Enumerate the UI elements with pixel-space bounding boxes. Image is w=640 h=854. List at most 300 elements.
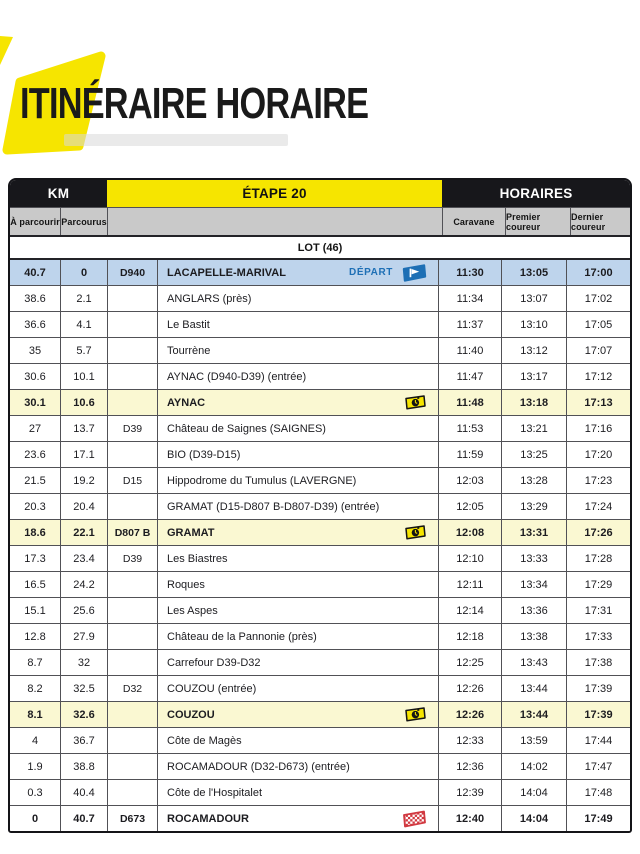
cell-location-text: Les Aspes (167, 604, 218, 617)
cell-road-text: D673 (119, 812, 146, 825)
cell-time-premier-coureur (501, 312, 566, 337)
cell-time-caravane (438, 260, 501, 285)
cell-time-dernier-coureur-text: 17:39 (584, 682, 613, 695)
cell-time-caravane (438, 624, 501, 649)
cell-time-premier-coureur (501, 780, 566, 805)
cell-time-premier-coureur (501, 364, 566, 389)
cell-km-to-go-text: 30.1 (24, 396, 46, 409)
cell-km-to-go (10, 338, 60, 363)
cell-time-premier-coureur (501, 546, 566, 571)
cell-km-done-text: 19.2 (73, 474, 95, 487)
cell-location (157, 650, 438, 675)
cell-time-dernier-coureur-text: 17:38 (584, 656, 613, 669)
cell-time-dernier-coureur-text: 17:23 (584, 474, 613, 487)
cell-location (157, 468, 438, 493)
cell-location-text: Côte de l'Hospitalet (167, 786, 263, 799)
cell-time-premier-coureur (501, 494, 566, 519)
cell-km-done (60, 312, 107, 337)
cell-time-dernier-coureur (566, 286, 630, 311)
cell-km-done (60, 416, 107, 441)
cell-time-dernier-coureur-text: 17:44 (584, 734, 613, 747)
cell-time-caravane (438, 286, 501, 311)
cell-time-premier-coureur-text: 13:38 (520, 630, 548, 643)
cell-time-dernier-coureur (566, 312, 630, 337)
cell-time-caravane (438, 546, 501, 571)
cell-location (157, 442, 438, 467)
cell-time-caravane-text: 12:10 (456, 552, 484, 565)
cell-location (157, 572, 438, 597)
cell-time-premier-coureur (501, 806, 566, 831)
cell-location-text: COUZOU (entrée) (167, 682, 257, 695)
cell-time-premier-coureur (501, 754, 566, 779)
cell-time-dernier-coureur-text: 17:20 (584, 448, 613, 461)
table-row (10, 805, 630, 831)
cell-km-to-go (10, 806, 60, 831)
table-row (10, 285, 630, 311)
cell-location-text: Carrefour D39-D32 (167, 656, 261, 669)
cell-time-premier-coureur (501, 572, 566, 597)
cell-location-text: ROCAMADOUR (D32-D673) (entrée) (167, 760, 350, 773)
table-row (10, 753, 630, 779)
cell-km-to-go-text: 35 (28, 344, 42, 357)
cell-road-text: D32 (122, 682, 143, 695)
cell-km-to-go (10, 364, 60, 389)
cell-location-text: GRAMAT (167, 526, 215, 539)
cell-km-to-go-text: 27 (28, 422, 42, 435)
table-row (10, 701, 630, 727)
cell-time-caravane (438, 312, 501, 337)
table-row (10, 545, 630, 571)
cell-road (107, 572, 157, 597)
cell-km-to-go-text: 23.6 (24, 448, 46, 461)
cell-time-premier-coureur (501, 624, 566, 649)
cell-time-premier-coureur-text: 13:29 (520, 500, 548, 513)
cell-road (107, 728, 157, 753)
cell-time-premier-coureur (501, 598, 566, 623)
cell-time-premier-coureur-text: 13:25 (520, 448, 548, 461)
subheader-dernier-coureur: Dernier coureur (570, 208, 632, 235)
cell-km-to-go-text: 18.6 (24, 526, 46, 539)
cell-km-to-go-text: 20.3 (24, 500, 46, 513)
cell-time-premier-coureur (501, 286, 566, 311)
cell-time-caravane-text: 12:05 (456, 500, 484, 513)
table-row (10, 415, 630, 441)
cell-location (157, 806, 438, 831)
cell-km-to-go (10, 520, 60, 545)
cell-km-to-go (10, 728, 60, 753)
cell-km-done-text: 4.1 (76, 318, 92, 331)
cell-time-caravane-text: 12:08 (455, 526, 485, 539)
cell-time-caravane-text: 12:25 (456, 656, 484, 669)
page-title: ITINÉRAIRE HORAIRE (20, 79, 369, 128)
cell-road-text: D39 (122, 422, 143, 435)
cell-location (157, 364, 438, 389)
cell-time-dernier-coureur-text: 17:47 (584, 760, 613, 773)
cell-time-caravane-text: 12:26 (455, 708, 485, 721)
cell-km-to-go (10, 598, 60, 623)
cell-km-done (60, 598, 107, 623)
cell-time-caravane-text: 11:37 (456, 318, 484, 331)
cell-km-to-go (10, 702, 60, 727)
cell-time-premier-coureur-text: 13:44 (519, 708, 549, 721)
cell-location (157, 754, 438, 779)
cell-km-to-go (10, 468, 60, 493)
cell-km-done-text: 27.9 (73, 630, 95, 643)
cell-km-to-go (10, 780, 60, 805)
cell-km-to-go (10, 494, 60, 519)
cell-time-caravane (438, 676, 501, 701)
cell-km-to-go (10, 286, 60, 311)
masthead (0, 0, 640, 178)
cell-road-text: D807 B (114, 526, 151, 539)
cell-km-done-text: 32.5 (73, 682, 95, 695)
cell-km-done (60, 494, 107, 519)
cell-km-done-text: 20.4 (73, 500, 95, 513)
cell-time-dernier-coureur (566, 676, 630, 701)
cell-time-premier-coureur (501, 468, 566, 493)
cell-time-caravane (438, 572, 501, 597)
cell-location (157, 494, 438, 519)
cell-road (107, 650, 157, 675)
cell-road (107, 676, 157, 701)
cell-km-done (60, 520, 107, 545)
finish-flag-icon (401, 810, 428, 828)
cell-time-premier-coureur-text: 13:10 (520, 318, 548, 331)
cell-road-text: D39 (122, 552, 143, 565)
cell-location-text: AYNAC (D940-D39) (entrée) (167, 370, 307, 383)
cell-km-done (60, 780, 107, 805)
time-check-flag-icon (403, 706, 428, 723)
cell-time-dernier-coureur-text: 17:48 (584, 786, 613, 799)
table-row (10, 623, 630, 649)
cell-location-text: COUZOU (167, 708, 215, 721)
cell-time-dernier-coureur-text: 17:05 (584, 318, 613, 331)
time-check-flag-icon (403, 394, 428, 411)
cell-km-to-go (10, 390, 60, 415)
cell-km-done (60, 754, 107, 779)
cell-road (107, 468, 157, 493)
cell-time-premier-coureur (501, 442, 566, 467)
cell-time-dernier-coureur-text: 17:12 (584, 370, 613, 383)
cell-road (107, 416, 157, 441)
cell-time-premier-coureur-text: 13:12 (520, 344, 548, 357)
cell-time-dernier-coureur (566, 546, 630, 571)
cell-time-caravane (438, 780, 501, 805)
table-row (10, 571, 630, 597)
cell-location-text: Les Biastres (167, 552, 228, 565)
cell-time-dernier-coureur (566, 624, 630, 649)
table-row (10, 311, 630, 337)
subheader-premier-coureur: Premier coureur (505, 208, 570, 235)
cell-time-caravane-text: 12:39 (456, 786, 484, 799)
cell-km-done (60, 338, 107, 363)
depart-flag-icon (401, 264, 428, 282)
cell-time-dernier-coureur-text: 17:07 (584, 344, 613, 357)
cell-time-caravane-text: 12:26 (456, 682, 484, 695)
cell-km-to-go-text: 0.3 (27, 786, 43, 799)
cell-time-dernier-coureur (566, 754, 630, 779)
cell-road (107, 702, 157, 727)
cell-km-done-text: 22.1 (73, 526, 95, 539)
cell-time-caravane (438, 520, 501, 545)
table-row (10, 441, 630, 467)
timetable (8, 178, 632, 833)
cell-km-done (60, 806, 107, 831)
cell-km-to-go (10, 572, 60, 597)
cell-time-premier-coureur-text: 13:07 (520, 292, 548, 305)
cell-location (157, 676, 438, 701)
cell-time-premier-coureur-text: 13:33 (520, 552, 548, 565)
cell-km-to-go-text: 15.1 (24, 604, 46, 617)
cell-time-caravane (438, 442, 501, 467)
cell-km-done (60, 650, 107, 675)
cell-time-dernier-coureur (566, 364, 630, 389)
table-row (10, 727, 630, 753)
cell-time-caravane (438, 650, 501, 675)
cell-km-to-go (10, 676, 60, 701)
table-row (10, 467, 630, 493)
cell-km-to-go-text: 17.3 (24, 552, 46, 565)
table-header-row (10, 180, 630, 207)
cell-time-caravane-text: 12:11 (456, 578, 484, 591)
cell-time-caravane (438, 806, 501, 831)
table-row (10, 363, 630, 389)
cell-km-to-go-text: 4 (31, 734, 39, 747)
table-row (10, 260, 630, 285)
region-label: LOT (46) (297, 241, 343, 254)
cell-time-premier-coureur (501, 728, 566, 753)
cell-time-caravane-text: 11:30 (456, 266, 484, 279)
cell-time-premier-coureur-text: 13:18 (519, 396, 549, 409)
cell-km-to-go (10, 416, 60, 441)
cell-km-to-go-text: 1.9 (27, 760, 43, 773)
table-row (10, 337, 630, 363)
cell-time-premier-coureur (501, 520, 566, 545)
cell-road (107, 780, 157, 805)
cell-location-text: BIO (D39-D15) (167, 448, 241, 461)
cell-km-to-go (10, 624, 60, 649)
cell-road (107, 806, 157, 831)
cell-location (157, 286, 438, 311)
cell-km-to-go (10, 442, 60, 467)
table-row (10, 597, 630, 623)
cell-time-caravane (438, 728, 501, 753)
cell-time-dernier-coureur (566, 520, 630, 545)
cell-time-premier-coureur-text: 13:44 (520, 682, 548, 695)
cell-km-done-text: 17.1 (73, 448, 95, 461)
cell-km-done (60, 260, 107, 285)
cell-km-done-text: 36.7 (73, 734, 95, 747)
cell-time-dernier-coureur (566, 494, 630, 519)
cell-time-dernier-coureur-text: 17:13 (584, 396, 613, 409)
cell-time-caravane (438, 416, 501, 441)
cell-time-premier-coureur-text: 13:21 (520, 422, 548, 435)
cell-road (107, 286, 157, 311)
cell-time-dernier-coureur-text: 17:28 (584, 552, 613, 565)
cell-km-done-text: 40.4 (73, 786, 95, 799)
cell-location (157, 780, 438, 805)
subheader-spacer (107, 208, 442, 235)
cell-location-text: Château de Saignes (SAIGNES) (167, 422, 326, 435)
cell-km-to-go (10, 312, 60, 337)
cell-km-done (60, 572, 107, 597)
cell-location (157, 338, 438, 363)
cell-km-done-text: 32.6 (73, 708, 95, 721)
cell-location-text: Côte de Magès (167, 734, 242, 747)
subheader-km-done: Parcourus (60, 208, 107, 235)
table-row (10, 493, 630, 519)
cell-time-caravane-text: 11:34 (456, 292, 484, 305)
cell-time-caravane (438, 598, 501, 623)
cell-location-text: AYNAC (167, 396, 206, 409)
cell-km-to-go-text: 0 (31, 812, 39, 825)
cell-km-done (60, 390, 107, 415)
cell-road (107, 364, 157, 389)
cell-location-text: Château de la Pannonie (près) (167, 630, 317, 643)
cell-location (157, 624, 438, 649)
cell-time-caravane-text: 12:40 (455, 812, 485, 825)
cell-road (107, 260, 157, 285)
cell-time-dernier-coureur (566, 806, 630, 831)
cell-time-premier-coureur (501, 416, 566, 441)
cell-km-done-text: 25.6 (73, 604, 95, 617)
cell-time-dernier-coureur-text: 17:33 (584, 630, 613, 643)
cell-location-text: ROCAMADOUR (167, 812, 249, 825)
cell-km-to-go-text: 40.7 (24, 266, 46, 279)
cell-km-to-go (10, 260, 60, 285)
cell-time-dernier-coureur (566, 572, 630, 597)
cell-time-caravane (438, 702, 501, 727)
cell-km-to-go (10, 754, 60, 779)
cell-road (107, 754, 157, 779)
cell-time-dernier-coureur (566, 390, 630, 415)
cell-time-premier-coureur-text: 13:59 (520, 734, 548, 747)
cell-km-done (60, 728, 107, 753)
cell-time-premier-coureur (501, 390, 566, 415)
cell-km-to-go-text: 30.6 (24, 370, 46, 383)
cell-road (107, 338, 157, 363)
cell-km-done (60, 624, 107, 649)
faded-subtitle-strip (64, 134, 288, 146)
cell-km-to-go-text: 8.7 (27, 656, 43, 669)
cell-km-to-go-text: 36.6 (24, 318, 46, 331)
cell-time-caravane-text: 11:59 (456, 448, 484, 461)
cell-km-done-text: 0 (80, 266, 88, 279)
cell-location (157, 390, 438, 415)
cell-road (107, 390, 157, 415)
cell-location-text: ANGLARS (près) (167, 292, 252, 305)
cell-time-caravane (438, 754, 501, 779)
cell-location-text: GRAMAT (D15-D807 B-D807-D39) (entrée) (167, 500, 380, 513)
cell-time-dernier-coureur-text: 17:39 (584, 708, 613, 721)
time-check-flag-icon (403, 524, 428, 541)
cell-km-to-go (10, 546, 60, 571)
cell-location-text: LACAPELLE-MARIVAL (167, 266, 286, 279)
cell-time-caravane-text: 12:18 (456, 630, 484, 643)
cell-road-text: D15 (122, 474, 143, 487)
cell-km-to-go (10, 650, 60, 675)
cell-time-dernier-coureur-text: 17:02 (584, 292, 613, 305)
cell-location (157, 546, 438, 571)
region-row (10, 235, 630, 260)
cell-km-done-text: 5.7 (76, 344, 92, 357)
cell-time-caravane-text: 11:47 (456, 370, 484, 383)
cell-km-done-text: 24.2 (73, 578, 95, 591)
cell-time-premier-coureur-text: 14:02 (520, 760, 548, 773)
cell-time-premier-coureur-text: 14:04 (519, 812, 549, 825)
cell-time-caravane (438, 338, 501, 363)
cell-time-dernier-coureur (566, 338, 630, 363)
cell-time-premier-coureur-text: 13:31 (519, 526, 549, 539)
cell-location (157, 728, 438, 753)
table-row (10, 675, 630, 701)
table-row (10, 779, 630, 805)
cell-location (157, 598, 438, 623)
cell-km-done-text: 38.8 (73, 760, 95, 773)
cell-km-to-go-text: 12.8 (24, 630, 46, 643)
table-row (10, 649, 630, 675)
cell-time-dernier-coureur (566, 650, 630, 675)
cell-time-premier-coureur-text: 13:34 (520, 578, 548, 591)
cell-location (157, 312, 438, 337)
cell-km-done-text: 23.4 (73, 552, 95, 565)
cell-km-to-go-text: 21.5 (24, 474, 46, 487)
depart-label: DÉPART (349, 267, 393, 278)
cell-road (107, 624, 157, 649)
cell-time-caravane (438, 390, 501, 415)
cell-road (107, 546, 157, 571)
cell-km-done (60, 676, 107, 701)
cell-time-caravane-text: 11:53 (456, 422, 484, 435)
cell-time-dernier-coureur-text: 17:24 (584, 500, 613, 513)
cell-location-text: Roques (167, 578, 205, 591)
cell-time-dernier-coureur (566, 468, 630, 493)
cell-time-premier-coureur-text: 13:17 (520, 370, 548, 383)
cell-time-caravane (438, 468, 501, 493)
header-etape: ÉTAPE 20 (107, 180, 442, 207)
cell-time-caravane-text: 12:36 (456, 760, 484, 773)
cell-time-dernier-coureur-text: 17:49 (584, 812, 613, 825)
cell-km-done (60, 546, 107, 571)
cell-time-dernier-coureur-text: 17:00 (584, 266, 613, 279)
cell-time-dernier-coureur (566, 598, 630, 623)
cell-location (157, 260, 438, 285)
cell-time-dernier-coureur (566, 780, 630, 805)
cell-time-premier-coureur-text: 13:05 (519, 266, 549, 279)
cell-time-caravane-text: 11:40 (456, 344, 484, 357)
cell-road (107, 520, 157, 545)
cell-km-to-go-text: 8.2 (27, 682, 43, 695)
cell-location (157, 520, 438, 545)
cell-time-dernier-coureur (566, 702, 630, 727)
cell-road-text: D940 (119, 266, 146, 279)
cell-time-caravane-text: 12:33 (456, 734, 484, 747)
cell-time-dernier-coureur-text: 17:26 (584, 526, 613, 539)
cell-km-done (60, 364, 107, 389)
cell-km-done (60, 286, 107, 311)
cell-time-dernier-coureur (566, 260, 630, 285)
cell-time-premier-coureur (501, 650, 566, 675)
cell-km-done-text: 2.1 (76, 292, 92, 305)
cell-time-dernier-coureur (566, 728, 630, 753)
cell-time-premier-coureur-text: 13:43 (520, 656, 548, 669)
cell-time-caravane (438, 494, 501, 519)
cell-km-done-text: 10.6 (73, 396, 95, 409)
cell-location-text: Hippodrome du Tumulus (LAVERGNE) (167, 474, 357, 487)
cell-location-text: Tourrène (167, 344, 211, 357)
cell-km-done-text: 10.1 (73, 370, 95, 383)
subheader-km-to-go: À parcourir (10, 216, 60, 227)
